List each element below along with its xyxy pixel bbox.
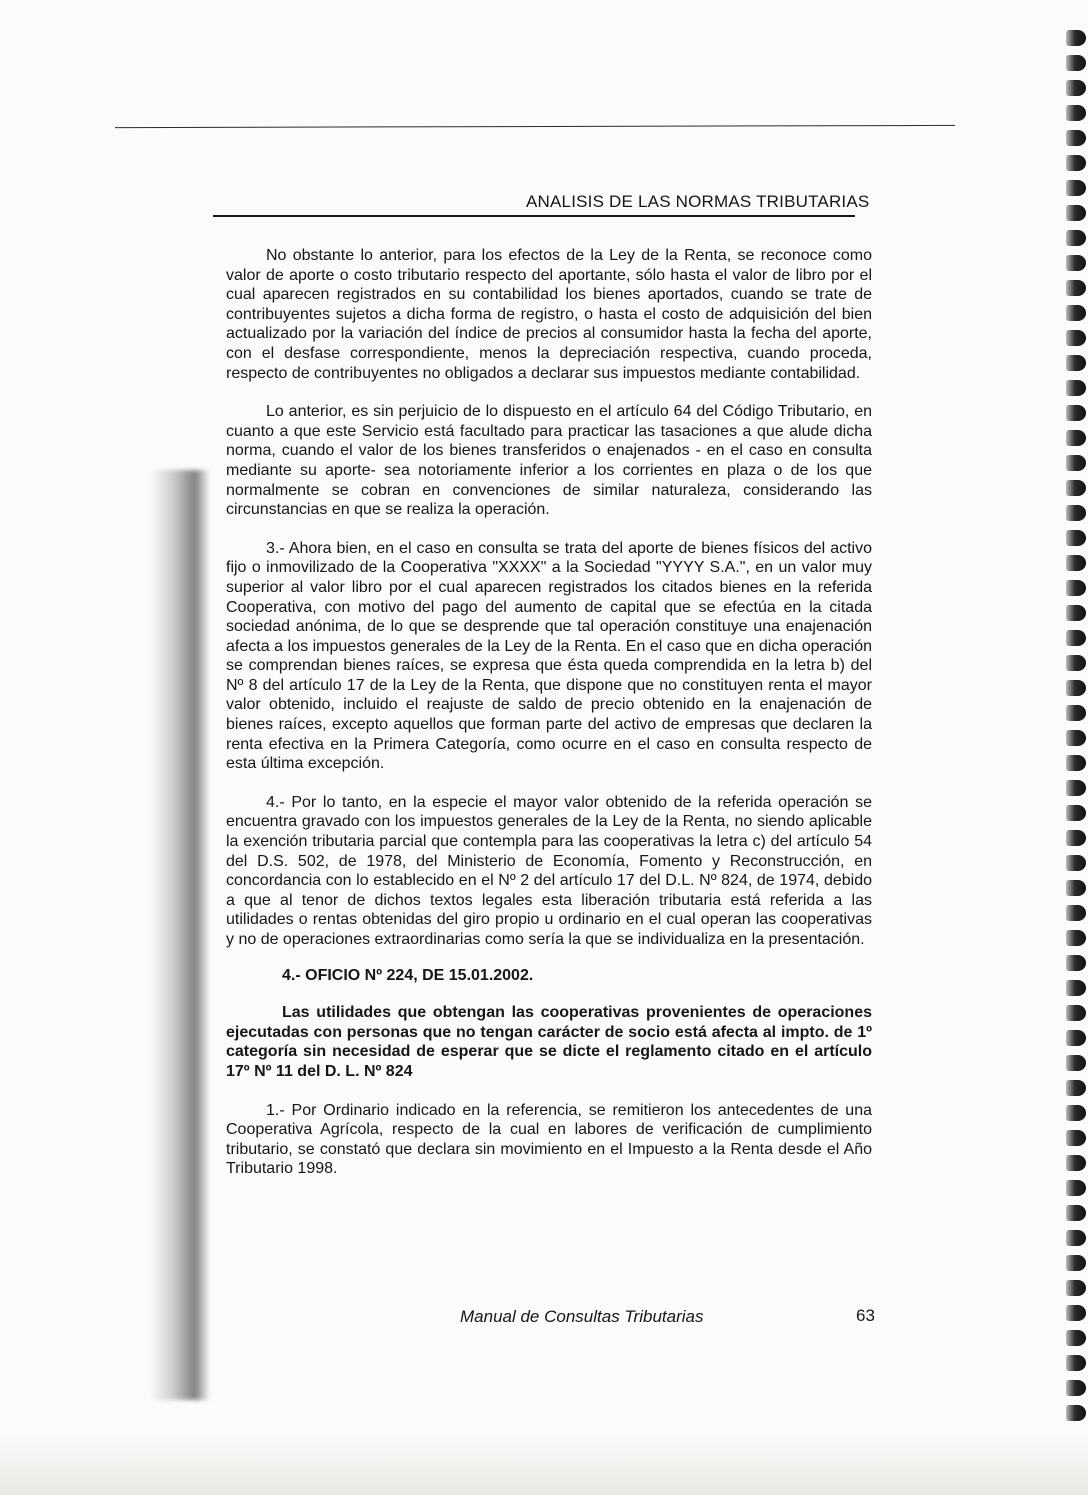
binding-ring xyxy=(1066,930,1086,946)
paragraph-cost-basis: No obstante lo anterior, para los efectos de la Ley de la Renta, se reconoce como valor de aporte o costo tributario respecto del aportante, sólo hasta el valor de libro por el cual aparecen registrados en su contabilidad los bienes aportados, cuando se trate de contribuyentes sujetos a dicha forma de registro, o hasta el costo de adquisición del bien actualizado por la variación del índice de precios al consumidor hasta la fecha del aporte, con el desfase correspondiente, menos la depreciación respectiva, cuando proceda, respecto de contribuyentes no obligados a declarar sus impuestos mediante contabilidad. xyxy=(226,247,872,382)
binding-ring xyxy=(1066,1155,1086,1171)
binding-ring xyxy=(1066,1180,1086,1196)
binding-ring xyxy=(1066,55,1086,71)
running-header-title: ANALISIS DE LAS NORMAS TRIBUTARIAS xyxy=(526,192,870,211)
binding-ring xyxy=(1066,30,1086,46)
binding-ring xyxy=(1066,330,1086,346)
binding-ring xyxy=(1066,955,1086,971)
paragraph-article-64: Lo anterior, es sin perjuicio de lo dispuesto en el artículo 64 del Código Tributario, en cuanto a que este Servicio está facultado para practicar las tasaciones a que alude dicha norma, cuando el valor de los bienes transferidos o enajenados - en el caso en consulta mediante su aporte- sea notoriamente inferior a los corrientes en plaza o de los que normalmente se cobran en convenciones de similar naturaleza, considerando las circunstancias en que se realiza la operación. xyxy=(226,403,872,519)
binding-ring xyxy=(1066,905,1086,921)
top-divider-line xyxy=(115,125,955,128)
binding-ring xyxy=(1066,480,1086,496)
paragraph-section-body: 1.- Por Ordinario indicado en la referencia, se remitieron los antecedentes de una Cooperativa Agrícola, respecto de la cual en labores de verificación de cumplimiento tributario, se constató que declara sin movimiento en el Impuesto a la Renta desde el Año Tributario 1998. xyxy=(226,1101,872,1178)
binding-ring xyxy=(1066,1080,1086,1096)
spiral-binding xyxy=(1062,30,1088,1430)
binding-ring xyxy=(1066,205,1086,221)
binding-ring xyxy=(1066,705,1086,721)
binding-ring xyxy=(1066,505,1086,521)
binding-ring xyxy=(1066,1130,1086,1146)
binding-ring xyxy=(1066,155,1086,171)
binding-ring xyxy=(1066,280,1086,296)
binding-ring xyxy=(1066,530,1086,546)
scan-shadow-bottom xyxy=(0,1430,1088,1495)
footer-book-title: Manual de Consultas Tributarias xyxy=(460,1307,704,1326)
binding-ring xyxy=(1066,880,1086,896)
binding-ring xyxy=(1066,655,1086,671)
binding-ring xyxy=(1066,380,1086,396)
binding-ring xyxy=(1066,980,1086,996)
binding-ring xyxy=(1066,230,1086,246)
binding-ring xyxy=(1066,1280,1086,1296)
binding-ring xyxy=(1066,455,1086,471)
binding-ring xyxy=(1066,805,1086,821)
binding-ring xyxy=(1066,305,1086,321)
binding-ring xyxy=(1066,1305,1086,1321)
binding-ring xyxy=(1066,1105,1086,1121)
binding-ring xyxy=(1066,1380,1086,1396)
section-summary: Las utilidades que obtengan las cooperativas provenientes de operaciones ejecutadas con personas que no tengan carácter de socio está afecta al impto. de 1º categoría sin necesidad de esperar que se dicte el reglamento citado en el artículo 17º Nº 11 del D. L. Nº 824 xyxy=(226,1004,872,1080)
binding-ring xyxy=(1066,830,1086,846)
binding-ring xyxy=(1066,755,1086,771)
binding-ring xyxy=(1066,355,1086,371)
paragraph-point-4: 4.- Por lo tanto, en la especie el mayor valor obtenido de la referida operación se encuentra gravado con los impuestos generales de la Ley de la Renta, no siendo aplicable la exención tributaria parcial que contempla para las cooperativas la letra c) del artículo 54 del D.S. 502, de 1978, del Ministerio de Economía, Fomento y Reconstrucción, en concordancia con lo establecido en el Nº 2 del artículo 17 del D.L. Nº 824, de 1974, debido a que al tenor de dichos textos legales esta liberación tributaria está referida a las utilidades o rentas obtenidas del giro propio u ordinario en el cual operan las cooperativas y no de operaciones extraordinarias como sería la que se individualiza en la presentación. xyxy=(226,793,872,948)
scan-shadow-left xyxy=(150,470,210,1400)
binding-ring xyxy=(1066,1030,1086,1046)
page-body xyxy=(226,246,872,1179)
section-heading-oficio-224: 4.- OFICIO Nº 224, DE 15.01.2002. xyxy=(282,966,534,984)
binding-ring xyxy=(1066,430,1086,446)
binding-ring xyxy=(1066,580,1086,596)
paragraph-point-3: 3.- Ahora bien, en el caso en consulta se trata del aporte de bienes físicos del activo fijo o inmovilizado de la Cooperativa "XXXX" a la Sociedad "YYYY S.A.", en un valor muy superior al valor libro por el cual aparecen registrados los citados bienes en la referida Cooperativa, con motivo del pago del aumento de capital que se efectúa en la citada sociedad anónima, de lo que se desprende que tal operación constituye una enajenación afecta a los impuestos generales de la Ley de la Renta. En el caso que en dicha operación se comprendan bienes raíces, se expresa que ésta queda comprendida en la letra b) del Nº 8 del artículo 17 de la Ley de la Renta, que dispone que no constituyen renta el mayor valor obtenido, incluido el reajuste de saldo de precio obtenido en la enajenación de bienes raíces, excepto aquellos que forman parte del activo de empresas que declaren la renta efectiva en la Primera Categoría, como ocurre en el caso en consulta respecto de esta última excepción. xyxy=(226,539,872,773)
binding-ring xyxy=(1066,180,1086,196)
header-underline xyxy=(213,215,855,217)
binding-ring xyxy=(1066,1005,1086,1021)
binding-ring xyxy=(1066,680,1086,696)
binding-ring xyxy=(1066,105,1086,121)
binding-ring xyxy=(1066,780,1086,796)
page-number: 63 xyxy=(856,1306,875,1325)
binding-ring xyxy=(1066,1205,1086,1221)
binding-ring xyxy=(1066,630,1086,646)
binding-ring xyxy=(1066,855,1086,871)
binding-ring xyxy=(1066,130,1086,146)
binding-ring xyxy=(1066,555,1086,571)
binding-ring xyxy=(1066,1330,1086,1346)
binding-ring xyxy=(1066,605,1086,621)
binding-ring xyxy=(1066,1255,1086,1271)
binding-ring xyxy=(1066,730,1086,746)
binding-ring xyxy=(1066,405,1086,421)
binding-ring xyxy=(1066,1405,1086,1421)
binding-ring xyxy=(1066,1355,1086,1371)
binding-ring xyxy=(1066,1230,1086,1246)
binding-ring xyxy=(1066,1055,1086,1071)
binding-ring xyxy=(1066,255,1086,271)
binding-ring xyxy=(1066,80,1086,96)
